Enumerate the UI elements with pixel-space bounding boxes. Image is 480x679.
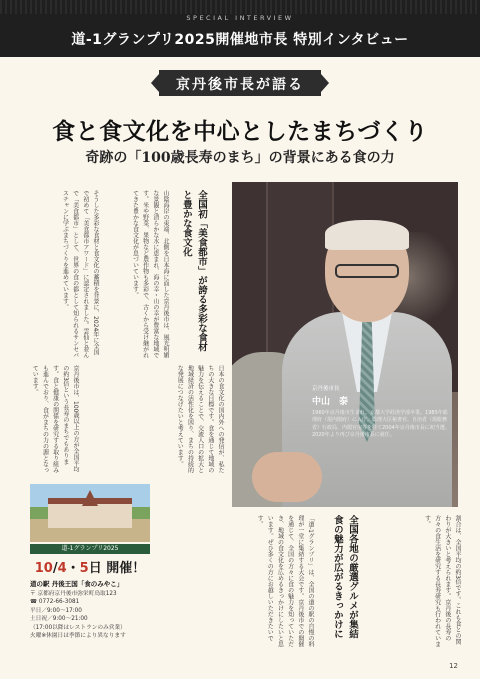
event-box xyxy=(30,484,150,654)
venue-photo xyxy=(30,484,150,542)
profile-name: 中山 泰 xyxy=(312,397,349,407)
event-date: 10/4・5日 開催！ xyxy=(34,561,146,576)
header-kicker: SPECIAL INTERVIEW xyxy=(186,14,294,22)
event-hours-weekend: 土日祝／9:00～21:00 xyxy=(30,616,88,623)
section2-body-a: 日本の食文化の国内外への発信が、私たちの大きな目標です。食を通じて地域の魅力を伝えることで、交流人口の拡大と地域経済の活性化を図り、まちの持続的な発展につなげたいと考えています。 xyxy=(176,365,224,473)
section3-body: 「道-1グランプリ」は、全国の道の駅の自慢の料理が一堂に集結する大会です。京丹後市での開催を通じて、全国の方々に食の魅力を知っていただき、地域の食文化を広めるきっかけにしたいと思います。ぜひ多くの方にお越しいただきたいです。 xyxy=(256,515,314,647)
event-hours-note: （17:00以降はレストランのみ営業） xyxy=(30,624,126,631)
profile-bio: 1960年京丹後市生まれ。京都大学経済学部卒業。1985年総理府（現内閣府）に入庁。総理大臣秘書官、自治省（現総務省）行政局、内閣官房等を経て2004年京丹後市長に初当選。2020年より再び京丹後市長に就任。 xyxy=(312,410,450,438)
mayor-photo xyxy=(232,182,458,507)
event-address: 〒 京都府京丹後市弥栄町鳥取123 xyxy=(30,590,117,597)
event-badge: 道-1グランプリ2025 xyxy=(30,544,150,554)
header-stripes xyxy=(0,0,480,14)
event-venue: 道の駅 丹後王国「食のみやこ」 xyxy=(30,580,124,588)
event-tel: ☎ 0772-66-3081 xyxy=(30,599,80,606)
profile-role: 京丹後市長 xyxy=(312,386,340,392)
section1-body-a: 山陰海岸の東端、北側を日本海に面した京丹後市は、風光明媚な景観と清らかな水に恵まれ、海の幸・山の幸が豊富な地域です。米や野菜、果物など農作物も多彩で、古くから受け継がれてきた豊かな食文化が息づいています。 xyxy=(131,190,169,358)
section3-heading: 全国各地の厳選グルメが集結 食の魅力が広がるきっかけに xyxy=(331,515,358,639)
subheadline: 奇跡の「100歳長寿のまち」の背景にある食の力 xyxy=(85,150,395,166)
lead-label: 京丹後市長が語る xyxy=(176,77,304,93)
header-title: 道-1グランプリ2025開催地市長 特別インタビュー xyxy=(71,32,409,48)
event-info xyxy=(30,580,150,641)
event-hours-weekday: 平日／9:00～17:00 xyxy=(30,607,82,614)
section1-heading: 全国初「美食都市」が誇る多彩な食材と豊かな食文化 xyxy=(180,190,207,352)
lead-label-box xyxy=(159,70,321,96)
section1-body-b: そうした多彩な食材と食文化の蓄積を背景に、2024年に全国で初めて「美食都市アワード」に認定されました。雲仙と並んで「美食都市」として、世界の食の都として知られるサンセバスチャンに学ぶまちづくりを進めています。 xyxy=(61,190,99,358)
event-closed: 火曜※休園日は季節により異なります xyxy=(30,633,126,640)
section1-body-c: 京丹後市は、100歳以上の方が全国平均の約3倍という長寿のまちでもあります。食と健康の関係を研究する取り組みも進んでおり、食がまちの力の源となっています。 xyxy=(31,365,79,473)
headline: 食と食文化を中心としたまちづくり xyxy=(52,118,428,145)
page-number: 12 xyxy=(449,662,458,670)
section2-body-b: 割合は、全国平均の約3倍です。これも食との関わりが大きいと考えられます。京丹後の長寿の方々の食生活を研究する長寿研究も行われています。 xyxy=(423,515,461,647)
header-band xyxy=(0,0,480,57)
profile-caption xyxy=(312,384,450,439)
